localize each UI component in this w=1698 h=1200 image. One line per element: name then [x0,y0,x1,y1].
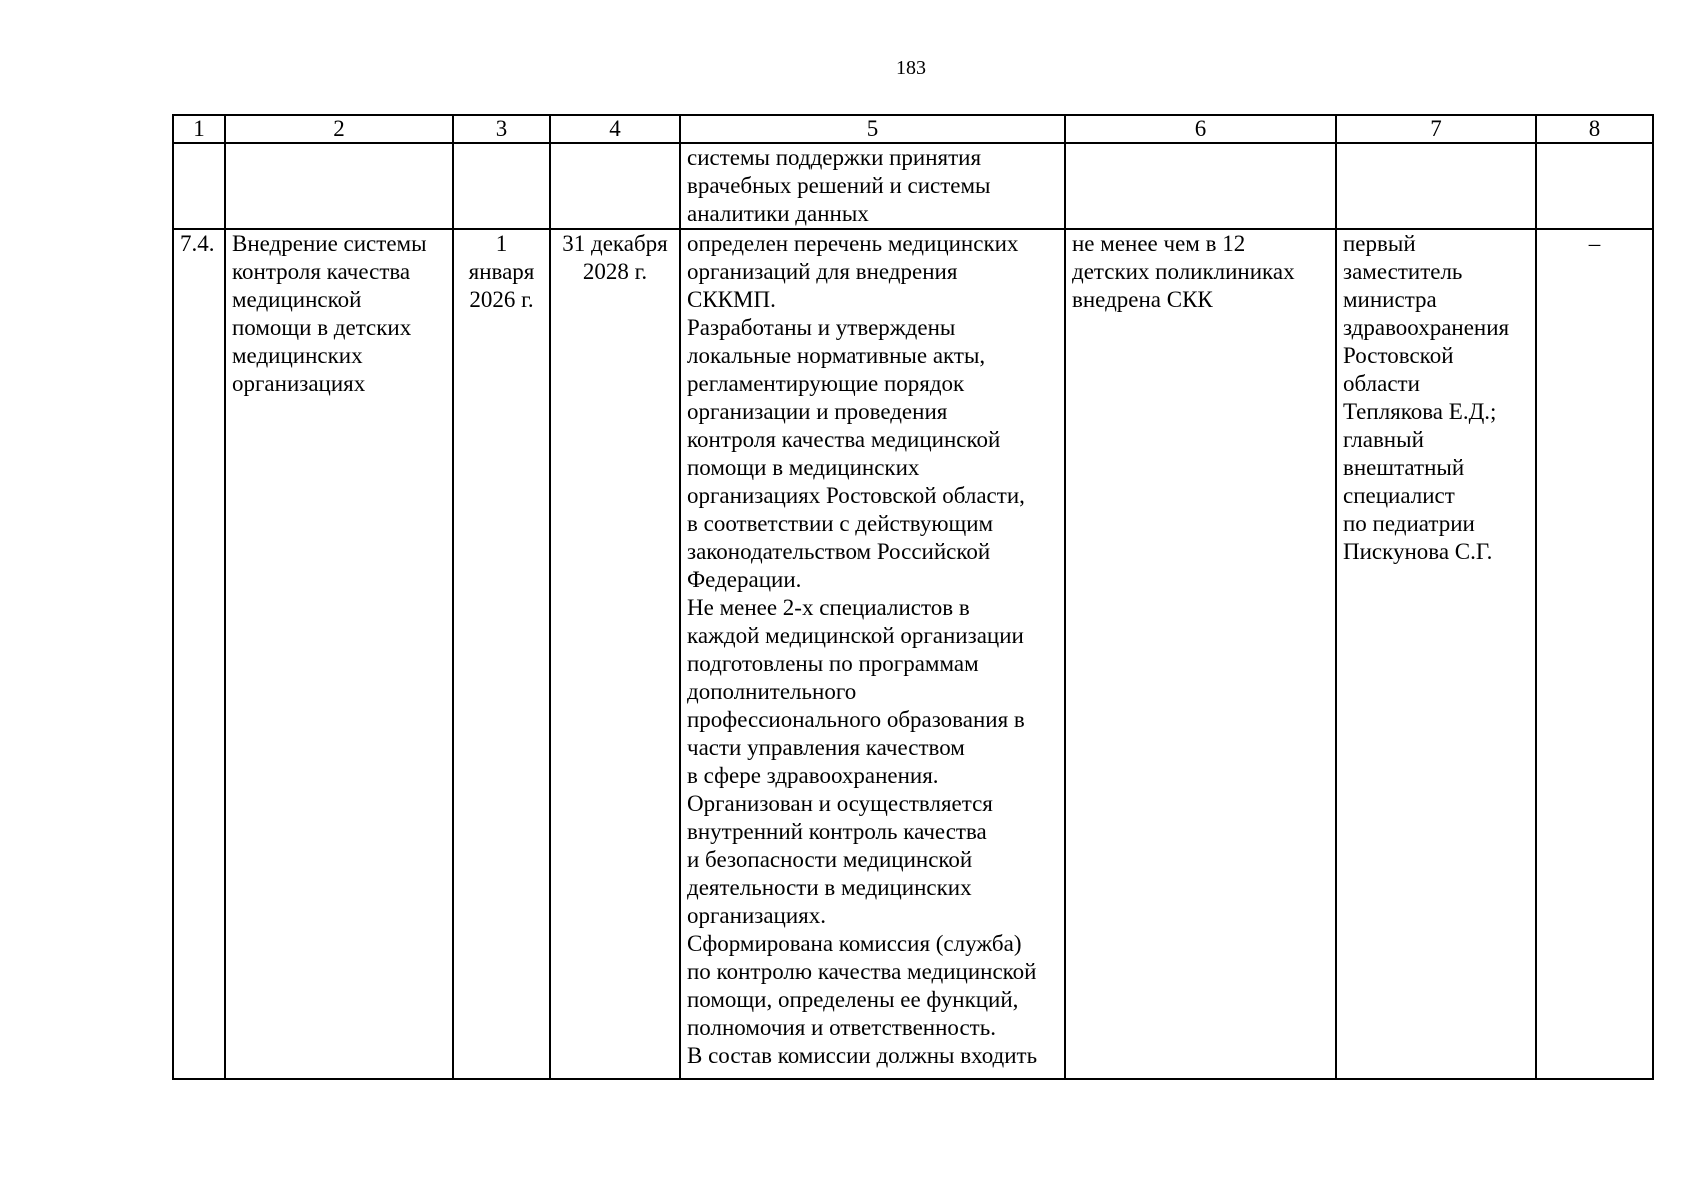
header-cell-5: 5 [680,115,1065,143]
text-line: января [468,259,535,284]
cell-empty [550,143,680,229]
text-line: 31 декабря [562,231,668,256]
text-line: помощи в медицинских [687,455,920,480]
text-line: организациях [232,371,366,396]
text-line: специалист [1343,483,1455,508]
text-line: в сфере здравоохранения. [687,763,939,788]
cell-empty [1536,143,1653,229]
text-line: части управления качеством [687,735,965,760]
text-line: Не менее 2-х специалистов в [687,595,970,620]
text-line: Теплякова Е.Д.; [1343,399,1497,424]
text-line: внештатный [1343,455,1465,480]
indicator-cell [1065,229,1336,1079]
text-line: 2026 г. [469,287,534,312]
text-line: Разработаны и утверждены [687,315,956,340]
text-line: министра [1343,287,1437,312]
header-cell-4: 4 [550,115,680,143]
page-number: 183 [896,57,926,79]
cell-empty [1336,143,1536,229]
text-line: здравоохранения [1343,315,1510,340]
text-line: организаций для внедрения [687,259,958,284]
text-line: системы поддержки принятия [687,145,982,170]
text-line: врачебных решений и системы [687,173,991,198]
text-line: каждой медицинской организации [687,623,1024,648]
text-line: не менее чем в 12 [1072,231,1246,256]
text-line: организациях Ростовской области, [687,483,1025,508]
text-line: СККМП. [687,287,776,312]
text-line: по контролю качества медицинской [687,959,1037,984]
text-line: организациях. [687,903,826,928]
start-date-cell [453,229,550,1079]
text-line: 1 [495,231,508,256]
continuation-result-cell [680,143,1065,229]
text-line: аналитики данных [687,201,869,226]
text-line: Федерации. [687,567,802,592]
header-cell-2: 2 [225,115,453,143]
measure-name-cell [225,229,453,1079]
text-line: Внедрение системы [232,231,427,256]
responsible-cell [1336,229,1536,1079]
text-line: законодательством Российской [687,539,991,564]
text-line: В состав комиссии должны входить [687,1043,1038,1068]
text-line: медицинской [232,287,362,312]
text-line: детских поликлиниках [1072,259,1295,284]
text-line: и безопасности медицинской [687,847,973,872]
text-line: внедрена СКК [1072,287,1213,312]
table-row-7-4 [173,229,1653,1079]
text-line: первый [1343,231,1416,256]
header-cell-1: 1 [173,115,225,143]
text-line: 2028 г. [582,259,648,284]
text-line: контроля качества [232,259,411,284]
cell-empty [1065,143,1336,229]
text-line: области [1343,371,1420,396]
text-line: определен перечень медицинских [687,231,1019,256]
header-row [173,115,1653,143]
text-line: Ростовской [1343,343,1454,368]
text-line: регламентирующие порядок [687,371,965,396]
text-line: заместитель [1343,259,1463,284]
text-line: локальные нормативные акты, [687,343,986,368]
text-line: внутренний контроль качества [687,819,987,844]
cell-empty [173,143,225,229]
header-cell-8: 8 [1536,115,1653,143]
text-line: подготовлены по программам [687,651,979,676]
text-line: Организован и осуществляется [687,791,993,816]
result-description-cell [680,229,1065,1079]
text-line: полномочия и ответственность. [687,1015,996,1040]
text-line: Сформирована комиссия (служба) [687,931,1022,956]
cell-empty [453,143,550,229]
text-line: Пискунова С.Г. [1343,539,1493,564]
text-line: контроля качества медицинской [687,427,1001,452]
text-line: деятельности в медицинских [687,875,972,900]
header-cell-3: 3 [453,115,550,143]
note-cell: – [1536,229,1653,1079]
header-cell-6: 6 [1065,115,1336,143]
text-line: в соответствии с действующим [687,511,994,536]
text-line: профессионального образования в [687,707,1025,732]
text-line: помощи, определены ее функций, [687,987,1019,1012]
text-line: помощи в детских [232,315,412,340]
cell-empty [225,143,453,229]
end-date-cell [550,229,680,1079]
continuation-row [173,143,1653,229]
text-line: дополнительного [687,679,857,704]
text-line: организации и проведения [687,399,948,424]
text-line: медицинских [232,343,363,368]
row-number: 7.4. [173,229,225,1079]
measures-table [172,114,1654,1080]
header-cell-7: 7 [1336,115,1536,143]
text-line: по педиатрии [1343,511,1475,536]
text-line: главный [1343,427,1424,452]
